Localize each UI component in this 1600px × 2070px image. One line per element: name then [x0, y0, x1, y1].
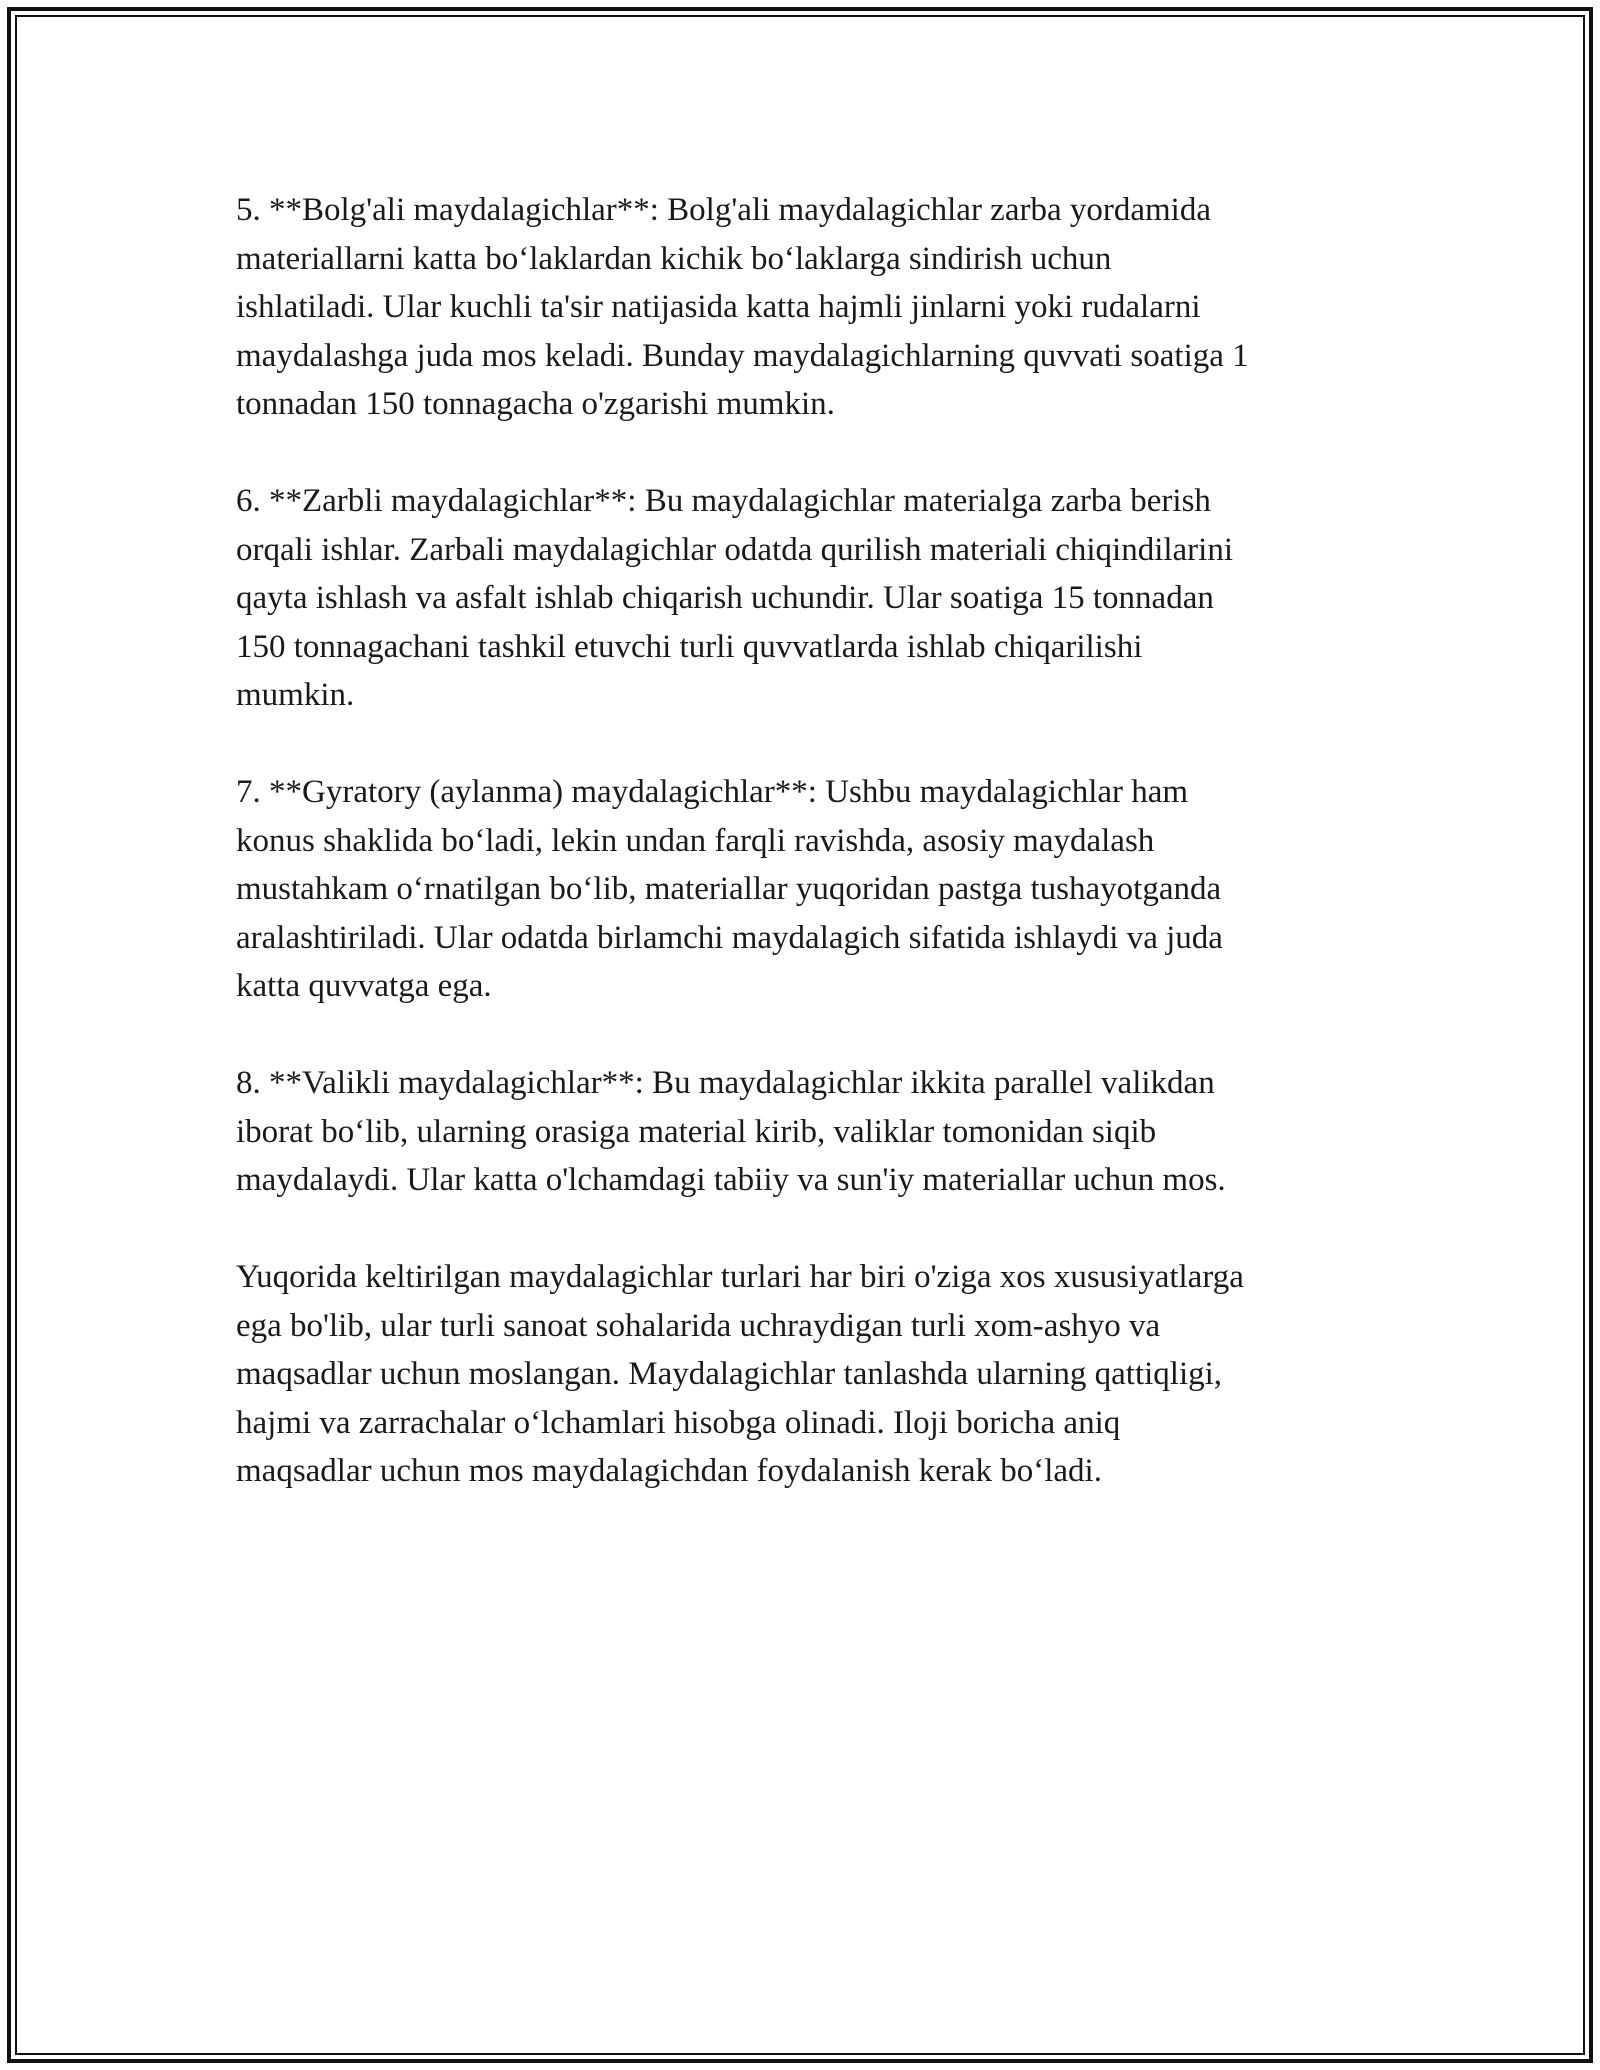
paragraph-gyratory-crushers: 7. **Gyratory (aylanma) maydalagichlar**: Ushbu maydalagichlar ham konus shaklida bo‘ladi, lekin undan farqli ravishda, asosiy maydalash mustahkam o‘rnatilgan bo‘lib, materiallar yuqoridan pastga tushayotganda aralashtiriladi. Ular odatda birlamchi maydalagich sifatida ishlaydi va juda katta quvvatga ega. [236, 774, 1223, 1004]
paragraph-conclusion: Yuqorida keltirilgan maydalagichlar turlari har biri o'ziga xos xususiyatlarga ega bo'lib, ular turli sanoat sohalarida uchraydigan turli xom-ashyo va maqsadlar uchun moslangan. Maydalagichlar tanlashda ularning qattiqligi, hajmi va zarrachalar o‘lchamlari hisobga olinadi. Iloji boricha aniq maqsadlar uchun mos maydalagichdan foydalanish kerak bo‘ladi. [236, 1259, 1244, 1489]
paragraph-impact-crushers: 6. **Zarbli maydalagichlar**: Bu maydalagichlar materialga zarba berish orqali ishlar. Zarbali maydalagichlar odatda qurilish materiali chiqindilarini qayta ishlash va asfalt ishlab chiqarish uchundir. Ular soatiga 15 tonnadan 150 tonnagachani tashkil etuvchi turli quvvatlarda ishlab chiqarilishi mumkin. [236, 483, 1234, 713]
paragraph-hammer-crushers: 5. **Bolg'ali maydalagichlar**: Bolg'ali maydalagichlar zarba yordamida materiallarni katta bo‘laklardan kichik bo‘laklarga sindirish uchun ishlatiladi. Ular kuchli ta'sir natijasida katta hajmli jinlarni yoki rudalarni maydalashga juda mos keladi. Bunday maydalagichlarning quvvati soatiga 1 tonnadan 150 tonnagacha o'zgarishi mumkin. [236, 192, 1249, 422]
document-body [236, 186, 1366, 1544]
paragraph-roll-crushers: 8. **Valikli maydalagichlar**: Bu maydalagichlar ikkita parallel valikdan iborat bo‘lib, ularning orasiga material kirib, valiklar tomonidan siqib maydalaydi. Ular katta o'lchamdagi tabiiy va sun'iy materiallar uchun mos. [236, 1065, 1226, 1198]
